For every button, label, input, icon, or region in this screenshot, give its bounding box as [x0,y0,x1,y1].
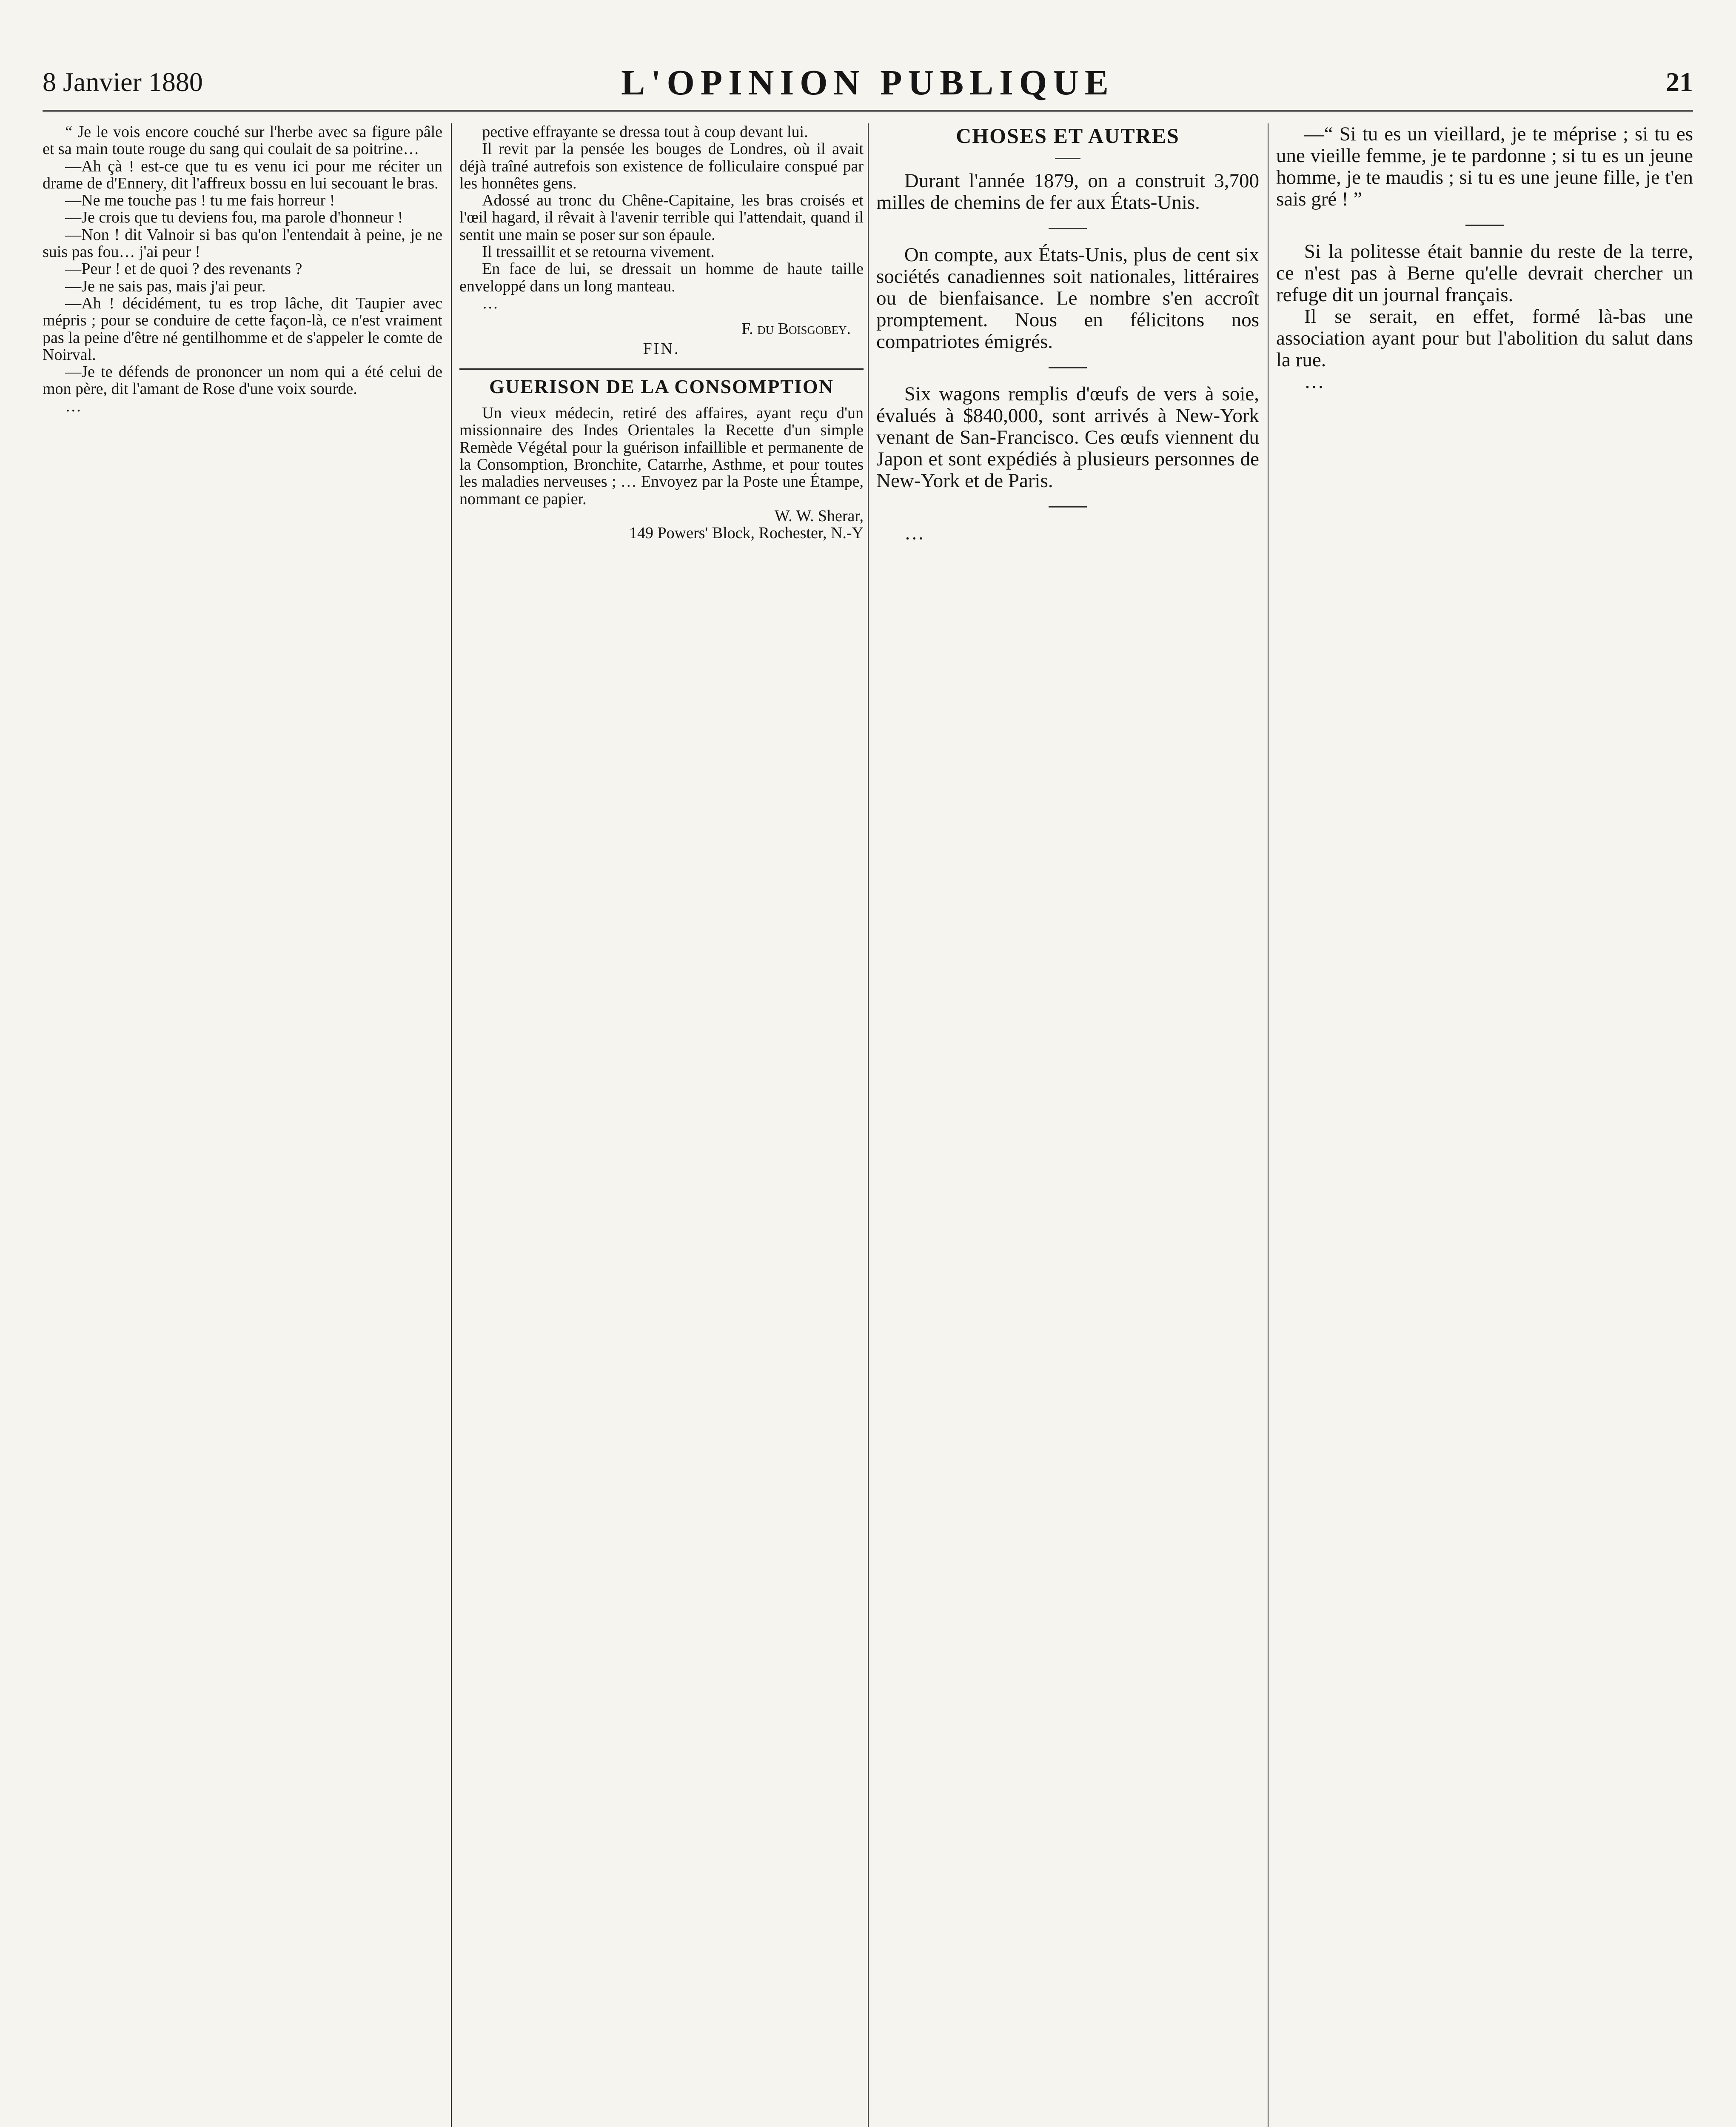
fin-marker: FIN. [643,339,680,358]
section-rule [459,368,864,370]
feuilleton-column-2 [459,123,864,2127]
paragraph: … [1304,371,1324,393]
paragraph: —Peur ! et de quoi ? des revenants ? [65,260,302,278]
page-header [43,60,1693,111]
paragraph: pective effrayante se dressa tout à coup devant lui. [482,123,808,141]
issue-date: 8 Janvier 1880 [43,67,203,97]
section-title-choses: CHOSES ET AUTRES [956,124,1180,148]
column-rule [868,123,869,2127]
paragraph: Durant l'année 1879, on a construit 3,700 milles de chemins de fer aux États-Unis. [876,170,1259,214]
masthead-title: L'OPINION PUBLIQUE [621,63,1115,103]
paragraph: —Ah çà ! est-ce que tu es venu ici pour me réciter un drame de d'Ennery, dit l'affreux bossu en lui secouant le bras. [43,157,442,192]
feuilleton-column-1 [43,123,442,2127]
paragraph: Si la politesse était bannie du reste de la terre, ce n'est pas à Berne qu'elle devrait chercher un refuge dit un journal français. [1276,240,1693,306]
column-rule [1268,123,1269,2127]
paragraph: —Je crois que tu deviens fou, ma parole d'honneur ! [65,208,403,227]
paragraph: —Ne me touche pas ! tu me fais horreur ! [65,191,335,210]
advertisement-text: Un vieux médecin, retiré des affaires, ayant reçu d'un missionnaire des Indes Orientales la Recette d'un simple Remède Végétal pour la guérison infaillible et permanente de la Consomption, Bronchite, Catarrhe, Asthme, et pour toutes les maladies nerveuses ; … Envoyez par la Poste une Étampe, nommant ce papier. [459,404,864,508]
separator [1465,225,1504,226]
paragraph: —“ Si tu es un vieillard, je te méprise ; si tu es une vieille femme, je te pardonne ; si tu es un jeune homme, je te maudis ; si tu es une jeune fille, je t'en sais gré ! ” [1276,123,1693,210]
title-underline [1055,158,1080,159]
separator [1049,228,1087,230]
paragraph: On compte, aux États-Unis, plus de cent six sociétés canadiennes soit nationales, littéraires ou de bienfaisance. Le nombre s'en accroît promptement. Nous en félicitons nos compatriotes émigrés. [876,244,1259,353]
paragraph: —Je ne sais pas, mais j'ai peur. [65,277,266,295]
paragraph: Adossé au tronc du Chêne-Capitaine, les bras croisés et l'œil hagard, il rêvait à l'avenir terrible qui l'attendait, quand il sentit une main se poser sur son épaule. [459,191,864,244]
paragraph: En face de lui, se dressait un homme de haute taille enveloppé dans un long manteau. [459,260,864,295]
paragraph: … [65,397,82,415]
header-rule [43,110,1693,112]
paragraph: … [482,294,499,312]
paragraph: —Non ! dit Valnoir si bas qu'on l'entendait à peine, je ne suis pas fou… j'ai peur ! [43,225,442,261]
separator [1049,506,1087,508]
advertiser-address: 149 Powers' Block, Rochester, N.-Y [629,524,864,542]
paragraph: Six wagons remplis d'œufs de vers à soie, évalués à $840,000, sont arrivés à New-York venant de San-Francisco. Ces œufs viennent du Japon et sont expédiés à plusieurs personnes de New-York et de Paris. [876,383,1259,492]
paragraph: “ Je le vois encore couché sur l'herbe avec sa figure pâle et sa main toute rouge du sang qui coulait de sa poitrine… [43,123,442,158]
paragraph: —Je te défends de prononcer un nom qui a été celui de mon père, dit l'amant de Rose d'une voix sourde. [43,363,442,398]
paragraph: —Ah ! décidément, tu es trop lâche, dit Taupier avec mépris ; pour se conduire de cette façon-là, ce n'est vraiment pas la peine d'être né gentilhomme et de s'appeler le comte de Noirval. [43,294,442,364]
paragraph: Il se serait, en effet, formé là-bas une association ayant pour but l'abolition du salut dans la rue. [1276,305,1693,371]
paragraph: Il revit par la pensée les bouges de Londres, où il avait déjà traîné autrefois son existence de folliculaire conspué par les honnêtes gens. [459,140,864,192]
choses-column-4 [1276,123,1693,2127]
paragraph: … [904,522,924,544]
section-title-guerison: GUERISON DE LA CONSOMPTION [489,375,834,397]
author-signature: F. du Boisgobey. [741,320,851,338]
separator [1049,367,1087,369]
advertiser-name: W. W. Sherar, [774,507,864,525]
choses-column-3 [876,123,1259,2127]
paragraph: Il tressaillit et se retourna vivement. [482,243,715,261]
column-rule [451,123,452,2127]
page-number: 21 [1666,67,1693,97]
